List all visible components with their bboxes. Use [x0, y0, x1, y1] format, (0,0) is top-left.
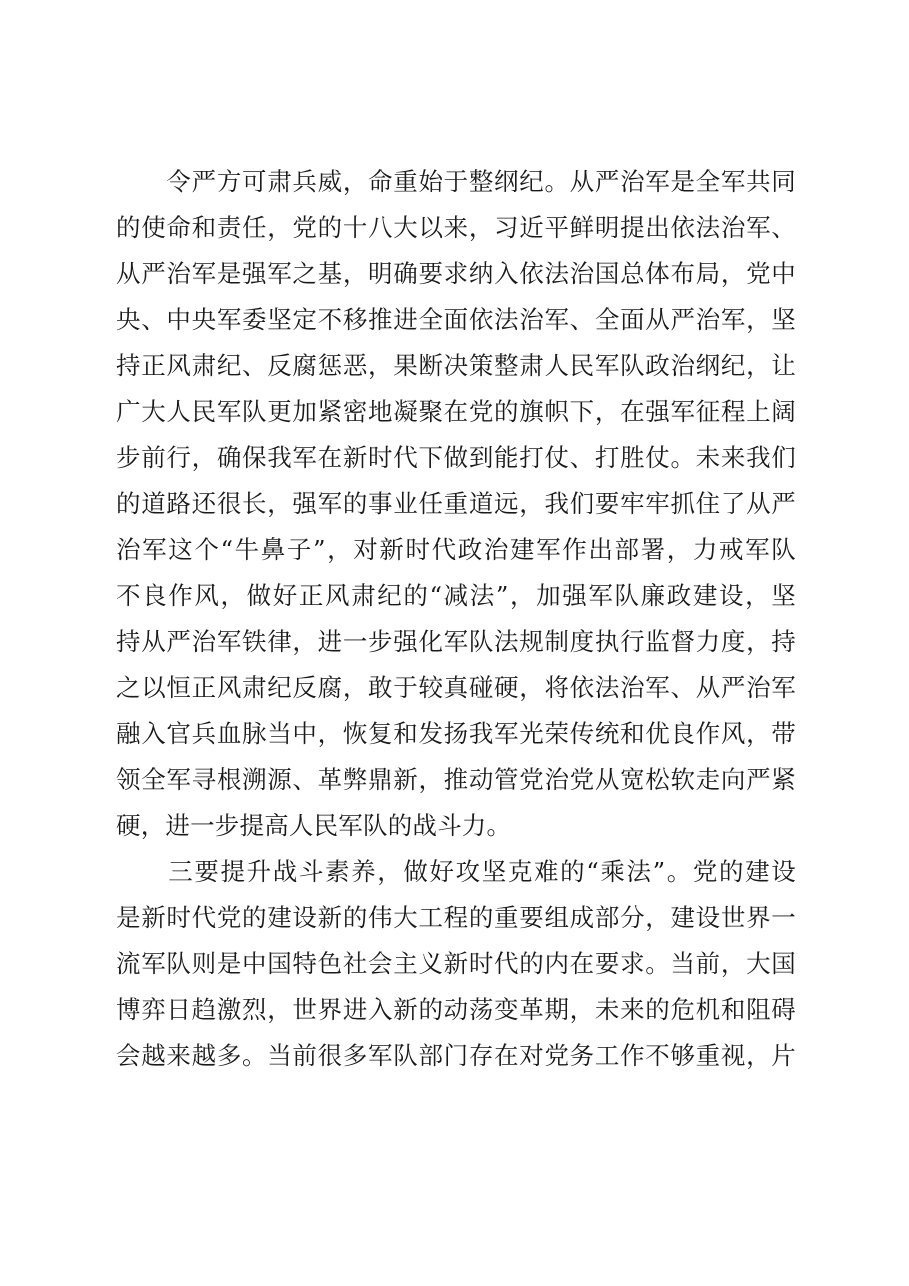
document-body [116, 159, 796, 1079]
text-line: 流军队则是中国特色社会主义新时代的内在要求。当前，大国 [116, 949, 796, 978]
text-line: 硬，进一步提高人民军队的战斗力。 [116, 811, 512, 840]
text-line: 博弈日趋激烈，世界进入新的动荡变革期，未来的危机和阻碍 [116, 995, 796, 1024]
text-line: 之以恒正风肃纪反腐，敢于较真碰硬，将依法治军、从严治军 [116, 673, 796, 702]
text-line: 央、中央军委坚定不移推进全面依法治军、全面从严治军，坚 [116, 305, 796, 334]
text-line: 治军这个“牛鼻子”，对新时代政治建军作出部署，力戒军队 [116, 535, 796, 564]
text-line: 领全军寻根溯源、革弊鼎新，推动管党治党从宽松软走向严紧 [116, 765, 796, 794]
text-line: 从严治军是强军之基，明确要求纳入依法治国总体布局，党中 [116, 259, 796, 288]
text-line: 三要提升战斗素养，做好攻坚克难的“乘法”。党的建设 [116, 857, 796, 886]
text-line: 令严方可肃兵威，命重始于整纲纪。从严治军是全军共同 [116, 167, 796, 196]
text-line: 不良作风，做好正风肃纪的“减法”，加强军队廉政建设，坚 [116, 581, 796, 610]
text-line: 融入官兵血脉当中，恢复和发扬我军光荣传统和优良作风，带 [116, 719, 796, 748]
text-line: 步前行，确保我军在新时代下做到能打仗、打胜仗。未来我们 [116, 443, 796, 472]
text-line: 是新时代党的建设新的伟大工程的重要组成部分，建设世界一 [116, 903, 796, 932]
paragraph-1 [116, 159, 796, 849]
text-line: 持正风肃纪、反腐惩恶，果断决策整肃人民军队政治纲纪，让 [116, 351, 796, 380]
text-line: 广大人民军队更加紧密地凝聚在党的旗帜下，在强军征程上阔 [116, 397, 796, 426]
paragraph-2 [116, 849, 796, 1079]
text-line: 的道路还很长，强军的事业任重道远，我们要牢牢抓住了从严 [116, 489, 796, 518]
text-line: 会越来越多。当前很多军队部门存在对党务工作不够重视，片 [116, 1041, 796, 1070]
text-line: 持从严治军铁律，进一步强化军队法规制度执行监督力度，持 [116, 627, 796, 656]
text-line: 的使命和责任，党的十八大以来，习近平鲜明提出依法治军、 [116, 213, 796, 242]
